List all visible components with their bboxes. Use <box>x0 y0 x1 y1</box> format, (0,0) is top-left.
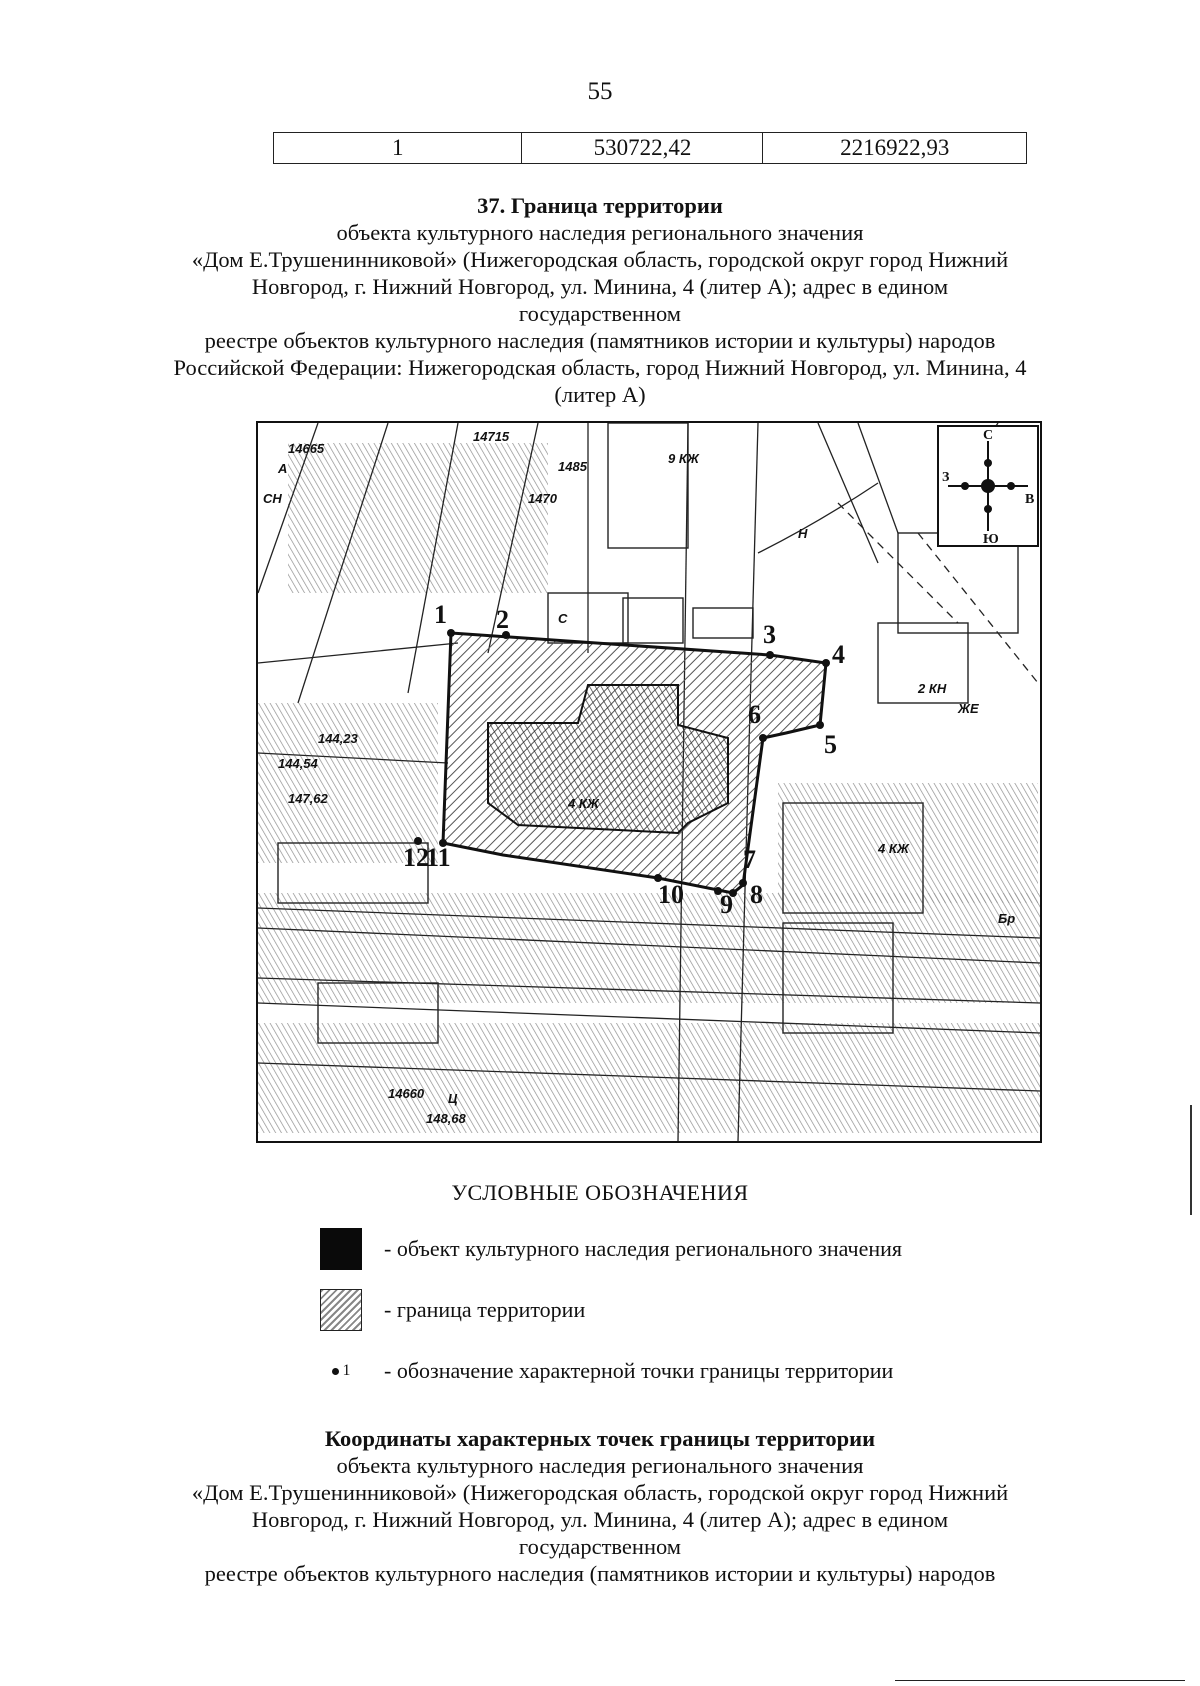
svg-text:СН: СН <box>263 491 282 506</box>
map-canvas <box>258 423 1040 1141</box>
svg-text:4 КЖ: 4 КЖ <box>568 796 599 811</box>
heading-line: реестре объектов культурного наследия (памятников истории и культуры) народов <box>204 1561 996 1586</box>
svg-text:148,68: 148,68 <box>426 1111 466 1126</box>
compass-rose <box>938 426 1038 547</box>
svg-text:144,23: 144,23 <box>318 731 358 746</box>
footer-rule <box>895 1680 1185 1681</box>
point-label-5: 5 <box>824 730 837 759</box>
point-label-3: 3 <box>763 620 776 649</box>
point-label-8: 8 <box>750 880 763 909</box>
heading-line: «Дом Е.Трушенинниковой» (Нижегородская область, городской округ город Нижний <box>191 1480 1009 1505</box>
point-marker-icon: 1 <box>320 1362 362 1380</box>
heading-line: (литер А) <box>554 382 646 407</box>
legend-text: - граница территории <box>384 1297 586 1322</box>
section-title: 37. Граница территории <box>477 193 723 218</box>
table-row <box>274 133 1027 164</box>
svg-text:14660: 14660 <box>388 1086 425 1101</box>
svg-text:2 КН: 2 КН <box>918 681 947 696</box>
svg-text:Н: Н <box>798 526 808 541</box>
coordinates-title: Координаты характерных точек границы территории <box>324 1426 876 1451</box>
svg-text:144,54: 144,54 <box>278 756 318 771</box>
svg-text:14665: 14665 <box>288 441 325 456</box>
legend-text: - обозначение характерной точки границы территории <box>384 1358 894 1383</box>
compass-west: З <box>942 470 950 485</box>
svg-text:1470: 1470 <box>528 491 557 506</box>
section-heading <box>170 192 1030 408</box>
legend-text: - объект культурного наследия регионального значения <box>384 1236 903 1261</box>
svg-text:147,62: 147,62 <box>288 791 328 806</box>
table-cell-y: 2216922,93 <box>763 133 1027 164</box>
svg-text:Ц: Ц <box>448 1091 458 1106</box>
heading-line: Российской Федерации: Нижегородская область, город Нижний Новгород, ул. Минина, 4 <box>173 355 1027 380</box>
point-label-4: 4 <box>832 640 845 669</box>
compass-north: С <box>983 428 994 443</box>
heading-line: «Дом Е.Трушенинниковой» (Нижегородская область, городской округ город Нижний <box>191 247 1009 272</box>
compass-east: В <box>1025 492 1035 507</box>
svg-text:4 КЖ: 4 КЖ <box>878 841 909 856</box>
svg-text:1485: 1485 <box>558 459 587 474</box>
heading-line: объекта культурного наследия регионального значения <box>336 220 864 245</box>
svg-text:С: С <box>558 611 568 626</box>
legend-item-object <box>320 1228 902 1270</box>
table-cell-x: 530722,42 <box>522 133 763 164</box>
svg-text:А: А <box>278 461 288 476</box>
svg-text:14715: 14715 <box>473 429 510 444</box>
point-label-9: 9 <box>720 890 733 919</box>
margin-mark <box>1190 1105 1192 1215</box>
page-number: 55 <box>587 78 613 105</box>
coordinate-table <box>273 132 1027 164</box>
heading-line: объекта культурного наследия регионального значения <box>336 1453 864 1478</box>
cadastral-map <box>256 421 1042 1143</box>
compass-south: Ю <box>983 532 999 547</box>
point-label-12: 12 <box>403 843 429 872</box>
coordinates-heading <box>170 1425 1030 1587</box>
point-label-2: 2 <box>496 605 509 634</box>
point-label-7: 7 <box>743 845 756 874</box>
legend-title: УСЛОВНЫЕ ОБОЗНАЧЕНИЯ <box>451 1180 749 1205</box>
heading-line: Новгород, г. Нижний Новгород, ул. Минина, 4 (литер А); адрес в едином государственном <box>251 274 949 326</box>
heading-line: Новгород, г. Нижний Новгород, ул. Минина, 4 (литер А); адрес в едином государственном <box>251 1507 949 1559</box>
svg-text:9 КЖ: 9 КЖ <box>668 451 699 466</box>
point-label-6: 6 <box>748 700 761 729</box>
heading-line: реестре объектов культурного наследия (памятников истории и культуры) народов <box>204 328 996 353</box>
point-label-11: 11 <box>426 843 451 872</box>
legend-item-point <box>320 1358 893 1384</box>
solid-swatch-icon <box>320 1228 362 1270</box>
svg-text:ЖЕ: ЖЕ <box>958 701 979 716</box>
table-cell-point: 1 <box>274 133 522 164</box>
hatch-swatch-icon <box>320 1289 362 1331</box>
point-label-1: 1 <box>434 600 447 629</box>
legend-item-boundary <box>320 1289 585 1331</box>
point-label-10: 10 <box>658 880 684 909</box>
svg-text:Бр: Бр <box>998 911 1016 926</box>
